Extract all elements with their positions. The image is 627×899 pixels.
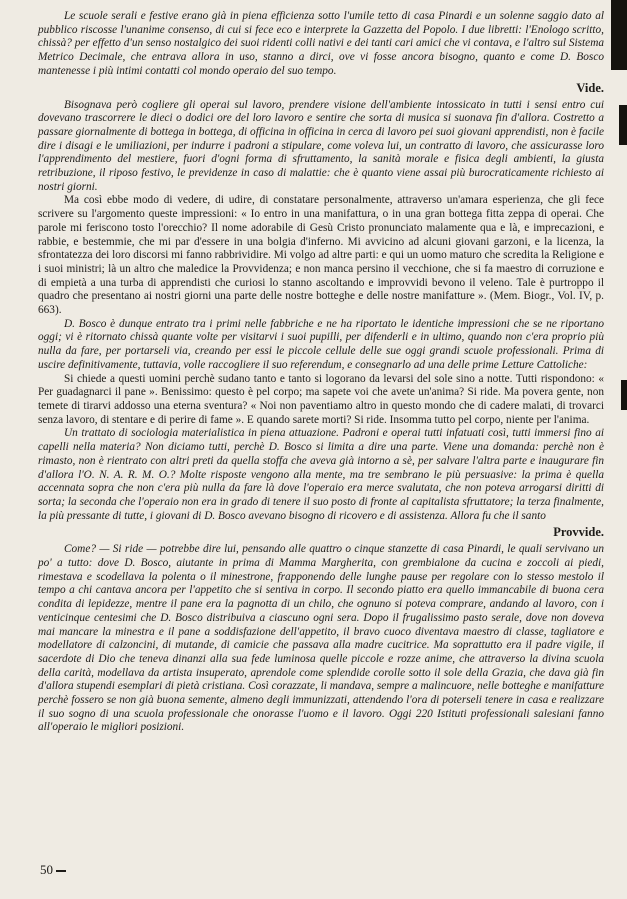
vide-paragraph-4: Si chiede a questi uomini perchè sudano tanto e tanto si logorano da levarsi del sole sino a notte. Tutti rispondono: « Per guadagnarci il pane ». Benissimo: questo è pel corpo; ma sapete voi che avete un'anima? Si ride. Ma povera gente, non temete di tirarvi addosso una eterna sventura? « Noi non paventiamo altro in questo mondo che di cadere malati, di trovarci senza lavoro, di stentare e di perire di fame ». E quando sarete morti? Si ride. Insomma tutto pel corpo, niente per l'anima. (38, 372, 604, 426)
provvide-paragraph-1: Come? — Si ride — potrebbe dire lui, pensando alle quattro o cinque stanzette di casa Pinardi, le quali servivano un po' a tutto: dove D. Bosco, aiutante in prima di Mamma Margherita, con grembialone da cucina e zoccoli ai piedi, rimestava e scodellava la polenta o il minestrone, frapponendo delle lunghe pause per regolare con lo stesso mestolo il tempo a chi cantava ancora per l'appetito che si sentiva in corpo. Il secondo piatto era quello immancabile di buona cera condita di lepidezze, mentre il pane era la pagnotta di un chilo, che ognuno si poteva comprare, andando al lavoro, con i venticinque centesimi che D. Bosco distribuiva a ciascuno ogni sera. Dopo il frugalissimo pasto serale, dove non doveva mai mancare la minestra e il pane a soddisfazione dell'appetito, il bravo cuoco diventava maestro di classe, tagliatore e modellatore di calzoncini, di mutande, di camicie che passava alla madre cucitrice. Ma soprattutto era il padre vigile, il sacerdote di Dio che teneva dinanzi alla sua fede luminosa quelle piccole e rozze anime, che attraverso la divina scuola della carità, modellava da artista insuperato, aprendole come splendide corolle sotto il sole della Grazia, che dava già fin d'allora stupendi esemplari di pietà cristiana. Così corazzate, li mandava, sempre a malincuore, nelle botteghe e manifatture perchè fossero se non già buona semente, almeno degli immunizzati, attendendo l'ora di poterseli tenere in casa e realizzare il suo sogno di una scuola professionale che onorasse l'uomo e il lavoro. Oggi 220 Istituti professionali salesiani fanno all'operaio le migliori posizioni. (38, 543, 604, 734)
vide-paragraph-5: Un trattato di sociologia materialistica in piena attuazione. Padroni e operai tutti infatuati così, tutti immersi fino ai capelli nella materia? Non diciamo tutti, perchè D. Bosco si limita a dire una parte. Viene una domanda: perchè non è rimasto, non è rientrato con altri preti da quella stoffa che aveva già intorno a sè, per salvare l'altra parte e inaugurare fin d'allora l'O. N. A. R. M. O.? Molte risposte vengono alla mente, ma tre sembrano le più persuasive: la prima è quella accennata sopra che non c'era più nulla da fare là dove l'operaio era merce svalutata, che non poteva arrogarsi diritti di sorta; la seconda che l'operaio non era in grado di tenere il suo posto di fronte al capitalista sfruttatore; la terza finalmente, la più pressante di tutte, i giovani di D. Bosco avevano bisogno di ricovero e di assistenza. Allora fu che il santo (38, 427, 604, 522)
vide-paragraph-1: Bisognava però cogliere gli operai sul lavoro, prendere visione dell'ambiente intossicato in tutti i sensi entro cui dovevano trascorrere le dieci o dodici ore del loro lavoro e sentire che sorta di musica si suonava fin d'allora. Costretto a passare giornalmente di bottega in bottega, di officina in officina in cerca di lavoro pei suoi giovani apprendisti, non è facile dire i disagi e le umiliazioni, per indurre i padroni a stipulare, come voleva lui, un contratto di lavoro, che assicurasse loro l'apprendimento del mestiere, fuori d'ogni forma di sfruttamento, la sanità morale e fisica degli ambienti, la giusta retribuzione, il riposo festivo, le previdenze in caso di malattie: che è quanto viene assai più burocraticamente richiesto ai nostri giorni. (38, 98, 604, 193)
page-number: 50 (40, 862, 53, 877)
section-heading-provvide: Provvide. (553, 525, 604, 540)
page-edge-shadow (611, 0, 627, 70)
document-body (38, 10, 604, 735)
vide-paragraph-3: D. Bosco è dunque entrato tra i primi nelle fabbriche e ne ha riportato le identiche impressioni che se ne riportano oggi; vi è ritornato chissà quante volte per visitarvi i suoi pupilli, per difenderli e in ultimo, quando non c'era proprio più nulla da fare, per portarseli via, creando per essi le piccole cellule delle sue oggi grandi scuole professionali. Prima di uscire definitivamente, tuttavia, volle raccogliere il suo referendum, e consegnarlo ad una delle prime Letture Cattoliche: (38, 317, 604, 371)
intro-paragraph: Le scuole serali e festive erano già in piena efficienza sotto l'umile tetto di casa Pinardi e un solenne saggio dato al pubblico riscosse l'unanime consenso, di cui si fece eco e interprete la Gazzetta del Popolo. I due libretti: l'Enologo scritto, chissà? per effetto d'un senso nostalgico dei suoi ridenti colli nativi e dei tanti cari amici che vi contava, e l'altro sul Sistema Metrico Decimale, che entrava allora in uso, stanno a dirci, ove vi fosse ancora bisogno, quanto e come D. Bosco mantenesse i più intimi contatti col mondo operaio del suo tempo. (38, 10, 604, 77)
footer-dash (56, 870, 66, 872)
vide-paragraph-2: Ma così ebbe modo di vedere, di udire, di constatare personalmente, attraverso un'amara esperienza, che gli fece scrivere su l'argomento queste impressioni: « Io entro in una manifattura, o in una gran bottega fitta zeppa di operai. Che parole mi feriscono tosto l'orecchio? Il nome adorabile di Gesù Cristo pronunciato malamente qua e là, e imprecazioni, e rabbie, e bestemmie, che mi par d'essere in una bolgia d'inferno. Mi avvicino ad alcuni giovani garzoni, e la licenza, la sfrontatezza dei loro discorsi mi fanno rabbrividire. Mi volgo ad altre parti: e qui un uomo maturo che scredita la Religione e i suoi ministri; là un altro che maledice la Provvidenza; e non manca persino il vecchione, che si fa maestro di corruzione e di empietà a una turba di apprendisti che curiosi lo stanno ascoltando e improvvidi bevono il veleno. Tale è purtroppo il quadro che presentano ai nostri giorni una parte delle nostre botteghe e delle nostre manifatture ». (Mem. Biogr., Vol. IV, p. 663). (38, 194, 604, 317)
page-edge-shadow (621, 380, 627, 410)
page-edge-shadow (619, 105, 627, 145)
section-heading-vide: Vide. (576, 80, 604, 95)
page-footer (40, 862, 66, 878)
